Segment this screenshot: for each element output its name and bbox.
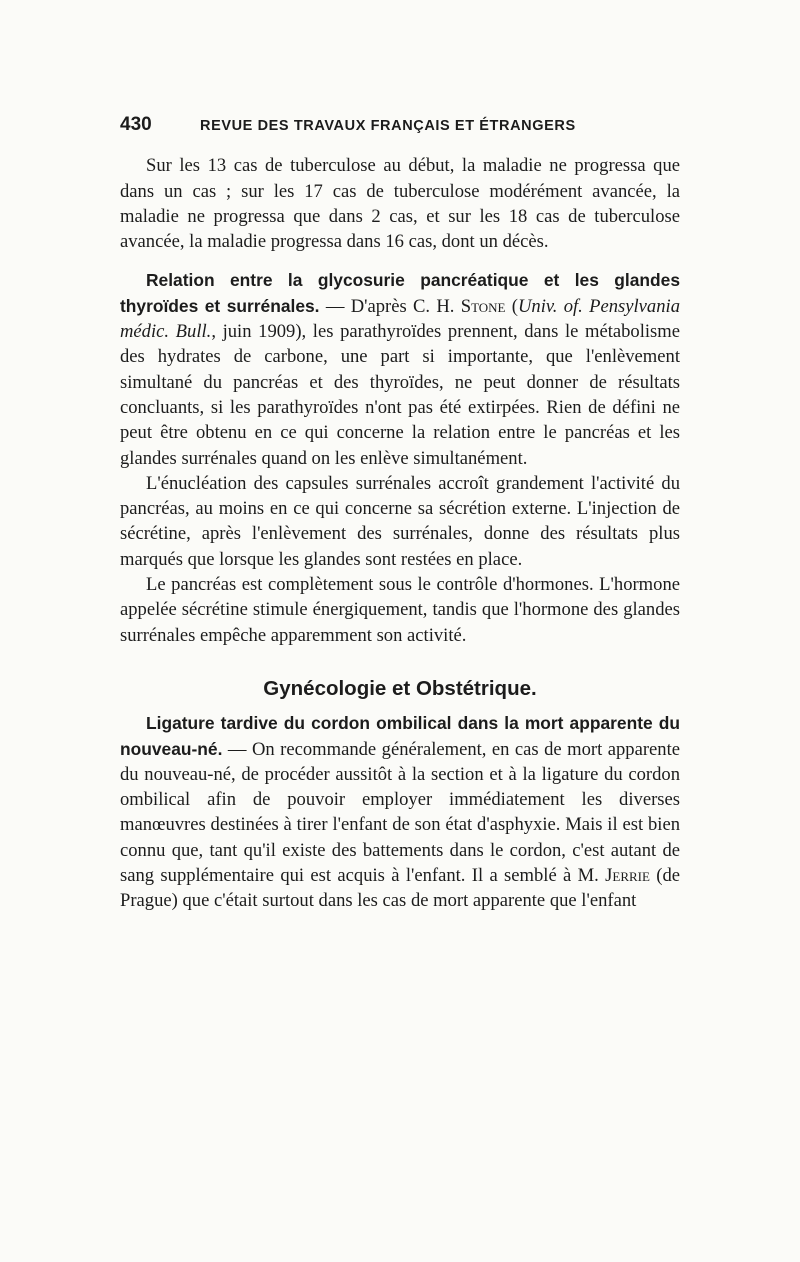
page-header <box>120 112 680 139</box>
article-title-glycosuria: Relation entre la glycosurie pancréatique et les glandes thyroïdes et surrénales. <box>120 270 680 316</box>
book-page <box>120 112 680 914</box>
paragraph-enucleation: L'énucléation des capsules surrénales accroît grandement l'activité du pancréas, au moins en ce qui concerne sa sécrétion externe. L'injection de sécrétine, après l'enlèvement des surrénales, donne des résultats plus marqués que lorsque les glandes sont restées en place. <box>120 472 680 570</box>
article-glycosuria <box>120 268 680 470</box>
author-stone: Stone <box>460 295 506 317</box>
article-title-umbilical-cord: Ligature tardive du cordon ombilical dans la mort apparente du nouveau-né. <box>120 713 680 759</box>
author-jerrie: Jerrie <box>605 865 650 887</box>
article-body-umbilical-part1: — On recommande généralement, en cas de mort apparente du nouveau-né, de procéder aussitôt à la section et à la ligature du cordon ombilical afin de pouvoir employer immédiatement les diverses manœuvres destinées à tirer l'enfant de son état d'asphyxie. Mais il est bien connu que, tant qu'il existe des battements dans le cordon, c'est autant de sang supplémentaire qui est acquis à l'enfant. Il a semblé à M. <box>120 738 680 887</box>
article-body-glycosuria: , juin 1909), les parathyroïdes prennent, dans le métabolisme des hydrates de carbone, une part si importante, que l'enlèvement simultané du pancréas et des thyroïdes, ne peut donner de résultats concluants, si les parathyroïdes n'ont pas été extirpées. Rien de défini ne peut être obtenu en ce qui concerne la relation entre le pancréas et les glandes surrénales quand on les enlève simultanément. <box>120 321 680 469</box>
paragraph-hormones: Le pancréas est complètement sous le contrôle d'hormones. L'hormone appelée sécrétine stimule énergiquement, tandis que l'hormone des glandes surrénales empêche apparemment son activité. <box>120 574 680 646</box>
page-number: 430 <box>120 114 152 135</box>
section-heading: Gynécologie et Obstétrique. <box>263 676 537 700</box>
article-umbilical-cord <box>120 711 680 913</box>
paragraph-tuberculosis-results: Sur les 13 cas de tuberculose au début, la maladie ne progressa que dans un cas ; sur les 17 cas de tuberculose modérément avancée, la maladie ne progressa que dans 2 cas, et sur les 18 cas de tuberculose avancée, la maladie progressa dans 16 cas, dont un décès. <box>120 155 680 253</box>
article-body-umbilical-part2: (de Prague) que c'était surtout dans les cas de mort apparente que l'enfant <box>120 865 681 912</box>
journal-source: Univ. of. Pensylvania médic. Bull. <box>120 295 680 343</box>
source-open-paren: ( <box>505 295 518 317</box>
running-title: REVUE DES TRAVAUX FRANÇAIS ET ÉTRANGERS <box>200 118 576 134</box>
article-byline: — D'après C. H. <box>319 295 461 317</box>
